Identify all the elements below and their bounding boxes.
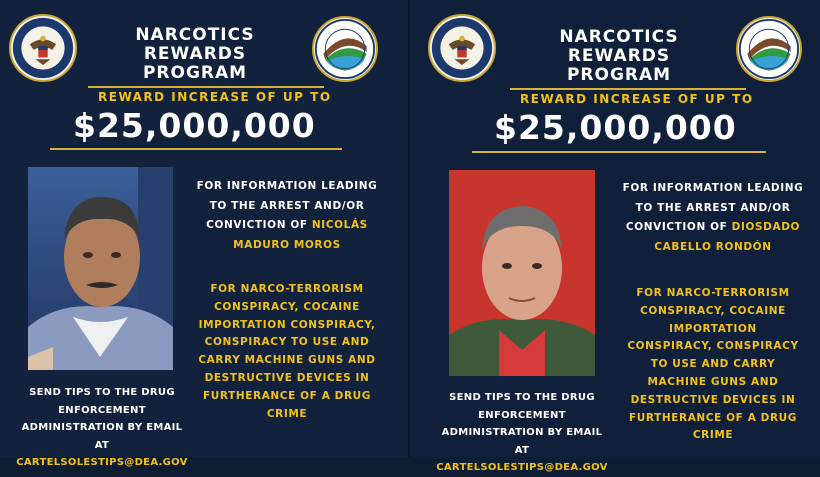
suspect-name-part1: DIOSDADO bbox=[731, 221, 801, 233]
tips-block bbox=[14, 384, 190, 472]
title-line-2: REWARDS bbox=[567, 46, 671, 66]
charges-line: FURTHERANCE OF A DRUG bbox=[628, 411, 798, 424]
charges-line: CARRY MACHINE GUNS AND bbox=[198, 354, 376, 367]
amount-underline bbox=[50, 148, 342, 150]
charges-line: CONSPIRACY TO USE AND bbox=[204, 336, 370, 349]
suspect-photo-cabello bbox=[449, 170, 595, 376]
info-line-3 bbox=[192, 216, 382, 236]
title-underline bbox=[510, 88, 746, 90]
dea-seal-icon bbox=[312, 16, 378, 82]
reward-poster-cabello bbox=[410, 0, 820, 473]
info-line-2: TO THE ARREST AND/OR bbox=[209, 199, 365, 212]
charges-line: CONSPIRACY, CONSPIRACY bbox=[627, 340, 799, 353]
suspect-name-part1: NICOLÁS bbox=[311, 219, 368, 231]
tips-line: ENFORCEMENT bbox=[478, 409, 566, 421]
tips-line: ADMINISTRATION BY EMAIL AT bbox=[21, 422, 183, 451]
charges-line: CRIME bbox=[692, 429, 734, 442]
suspect-name-part2: MADURO MOROS bbox=[233, 238, 341, 251]
tips-line: ENFORCEMENT bbox=[58, 404, 146, 416]
charges-line: DESTRUCTIVE DEVICES IN bbox=[630, 393, 796, 406]
charges-line: FURTHERANCE OF A DRUG bbox=[202, 389, 372, 402]
state-department-seal-icon bbox=[9, 14, 77, 82]
charges-line: CONSPIRACY, COCAINE bbox=[640, 304, 786, 317]
conviction-prefix: CONVICTION OF bbox=[206, 219, 312, 231]
info-line-1: FOR INFORMATION LEADING bbox=[622, 182, 804, 194]
tips-email-link[interactable]: CARTELSOLESTIPS@DEA.GOV bbox=[16, 457, 188, 468]
dea-seal-icon bbox=[736, 16, 802, 82]
charges-line: IMPORTATION CONSPIRACY, bbox=[198, 318, 376, 331]
tips-line: SEND TIPS TO THE DRUG bbox=[29, 387, 175, 398]
program-title bbox=[534, 28, 704, 85]
charges-line: FOR NARCO-TERRORISM bbox=[210, 283, 364, 295]
charges-line: CONSPIRACY, COCAINE bbox=[214, 300, 360, 313]
title-line-1: NARCOTICS bbox=[135, 25, 255, 45]
program-title bbox=[110, 26, 280, 83]
reward-subhead: REWARD INCREASE OF UP TO bbox=[520, 92, 754, 106]
info-line-2: TO THE ARREST AND/OR bbox=[635, 201, 791, 214]
suspect-photo-maduro bbox=[28, 167, 173, 370]
reward-amount: $25,000,000 bbox=[494, 108, 737, 147]
info-block bbox=[192, 177, 382, 255]
charges-line: IMPORTATION bbox=[669, 322, 757, 335]
charges-line: DESTRUCTIVE DEVICES IN bbox=[204, 371, 370, 384]
charges-block bbox=[192, 281, 382, 423]
amount-underline bbox=[472, 151, 766, 153]
charges-line: TO USE AND CARRY bbox=[650, 358, 776, 371]
info-line-3 bbox=[616, 218, 810, 238]
tips-line: SEND TIPS TO THE DRUG bbox=[449, 392, 595, 403]
reward-amount: $25,000,000 bbox=[73, 106, 316, 145]
title-line-3: PROGRAM bbox=[566, 65, 672, 85]
tips-block bbox=[434, 389, 610, 477]
reward-subhead: REWARD INCREASE OF UP TO bbox=[98, 90, 332, 104]
title-line-2: REWARDS bbox=[143, 44, 247, 64]
charges-block bbox=[616, 285, 810, 445]
charges-line: CRIME bbox=[266, 407, 308, 420]
conviction-prefix: CONVICTION OF bbox=[625, 221, 732, 233]
suspect-name-part2: CABELLO RONDÓN bbox=[654, 240, 772, 253]
state-department-seal-icon bbox=[428, 14, 496, 82]
title-underline bbox=[88, 86, 324, 88]
title-line-3: PROGRAM bbox=[142, 63, 248, 83]
charges-line: MACHINE GUNS AND bbox=[647, 375, 779, 388]
tips-line: ADMINISTRATION BY EMAIL AT bbox=[441, 427, 603, 456]
charges-line: FOR NARCO-TERRORISM bbox=[636, 287, 790, 299]
title-line-1: NARCOTICS bbox=[559, 27, 679, 47]
info-block bbox=[616, 179, 810, 257]
tips-email-link[interactable]: CARTELSOLESTIPS@DEA.GOV bbox=[436, 462, 608, 473]
info-line-1: FOR INFORMATION LEADING bbox=[196, 180, 378, 192]
reward-poster-maduro bbox=[0, 0, 410, 468]
